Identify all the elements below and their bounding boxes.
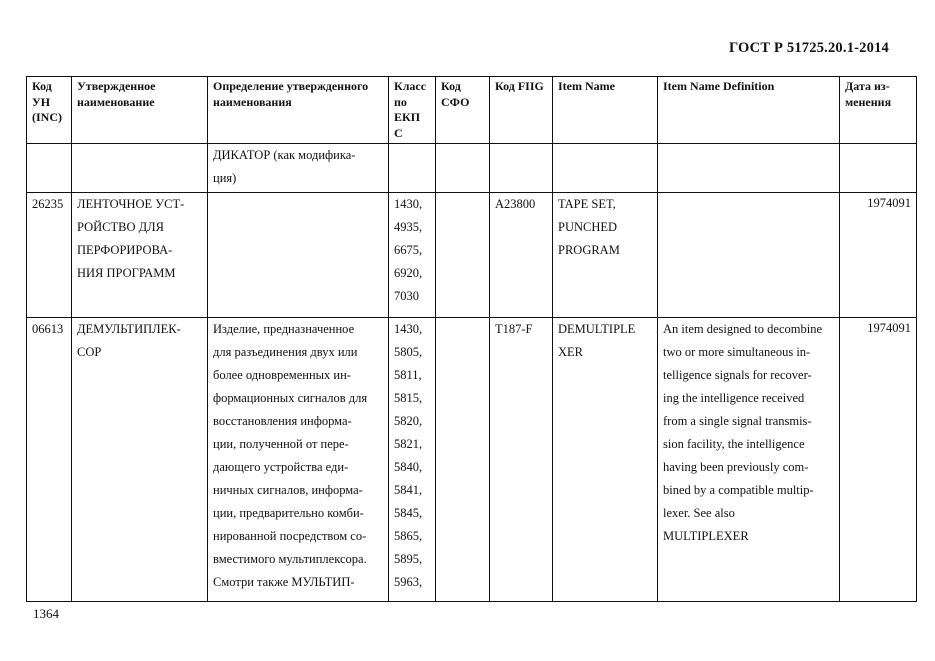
cell-line: XER [558, 345, 583, 359]
cell-sfo [436, 318, 490, 602]
cell-line: вместимого мультиплексора. [213, 552, 367, 566]
cell-item-def [658, 144, 840, 193]
cell-line: lexer. See also [663, 506, 735, 520]
col-header-def-ru: Определение утвержденного наименования [208, 77, 389, 144]
cell-line: ции, полученной от пере- [213, 437, 349, 451]
cell-line: bined by a compatible multip- [663, 483, 814, 497]
table-row [27, 318, 917, 602]
cell-line: 5811, [394, 368, 422, 382]
cell-inc: 26235 [27, 193, 72, 318]
cell-item-def [658, 193, 840, 318]
table-row [27, 144, 917, 193]
cell-line: 1430, [394, 322, 423, 336]
cell-date: 1974091 [840, 193, 917, 318]
catalog-table [26, 76, 917, 602]
cell-line: ция) [213, 171, 237, 185]
cell-line: 5821, [394, 437, 423, 451]
cell-line: 5895, [394, 552, 423, 566]
table-row [27, 193, 917, 318]
cell-line: ции, предварительно комби- [213, 506, 364, 520]
cell-line: Изделие, предназначенное [213, 322, 355, 336]
cell-line: ДЕМУЛЬТИПЛЕК- [77, 322, 181, 336]
col-header-sfo: Код СФО [436, 77, 490, 144]
cell-def-ru [208, 318, 389, 602]
cell-line: 4935, [394, 220, 423, 234]
cell-name-ru [72, 144, 208, 193]
page-number: 1364 [33, 606, 59, 621]
document-code: ГОСТ Р 51725.20.1-2014 [728, 40, 889, 56]
cell-fiig: T187-F [490, 318, 553, 602]
col-header-inc: Код УН (INC) [27, 77, 72, 144]
cell-fiig: A23800 [490, 193, 553, 318]
cell-line: having been previously com- [663, 460, 809, 474]
cell-name-ru [72, 193, 208, 318]
cell-line: для разъединения двух или [213, 345, 358, 359]
cell-class [389, 144, 436, 193]
cell-line: two or more simultaneous in- [663, 345, 811, 359]
cell-class [389, 318, 436, 602]
cell-line: MULTIPLEXER [663, 529, 749, 543]
cell-line: 5840, [394, 460, 423, 474]
cell-item-name [553, 144, 658, 193]
cell-line: ПЕРФОРИРОВА- [77, 243, 173, 257]
cell-line: 1430, [394, 197, 423, 211]
cell-inc: 06613 [27, 318, 72, 602]
cell-line: ЛЕНТОЧНОЕ УСТ- [77, 197, 185, 211]
cell-line: восстановления информа- [213, 414, 352, 428]
col-header-class: Класс по ЕКП С [389, 77, 436, 144]
cell-line: telligence signals for recover- [663, 368, 812, 382]
cell-line: формационных сигналов для [213, 391, 368, 405]
cell-line: 5841, [394, 483, 423, 497]
cell-line: DEMULTIPLE [558, 322, 636, 336]
cell-sfo [436, 193, 490, 318]
cell-line: 5805, [394, 345, 423, 359]
cell-line: 6675, [394, 243, 423, 257]
table-header-row [27, 77, 917, 144]
col-header-date: Дата из-менения [840, 77, 917, 144]
cell-line: ДИКАТОР (как модифика- [213, 148, 356, 162]
cell-line: ing the intelligence received [663, 391, 805, 405]
cell-line: 5820, [394, 414, 423, 428]
cell-date [840, 144, 917, 193]
cell-line: Смотри также МУЛЬТИП- [213, 575, 355, 589]
cell-line: PROGRAM [558, 243, 620, 257]
cell-item-name [553, 318, 658, 602]
cell-date: 1974091 [840, 318, 917, 602]
cell-fiig [490, 144, 553, 193]
cell-line: РОЙСТВО ДЛЯ [77, 220, 164, 234]
col-header-name-ru: Утвержденное наименование [72, 77, 208, 144]
cell-line: 5963, [394, 575, 423, 589]
cell-line: ничных сигналов, информа- [213, 483, 363, 497]
cell-sfo [436, 144, 490, 193]
cell-line: более одновременных ин- [213, 368, 351, 382]
col-header-item-name: Item Name [553, 77, 658, 144]
cell-line: дающего устройства еди- [213, 460, 349, 474]
cell-line: нированной посредством со- [213, 529, 367, 543]
col-header-fiig: Код FIIG [490, 77, 553, 144]
cell-line: 6920, [394, 266, 423, 280]
cell-line: 5845, [394, 506, 423, 520]
cell-line: sion facility, the intelligence [663, 437, 805, 451]
cell-line: TAPE SET, [558, 197, 616, 211]
cell-class [389, 193, 436, 318]
cell-name-ru [72, 318, 208, 602]
cell-item-def [658, 318, 840, 602]
cell-item-name [553, 193, 658, 318]
cell-def-ru [208, 144, 389, 193]
cell-line: СОР [77, 345, 102, 359]
cell-line: PUNCHED [558, 220, 618, 234]
cell-line: from a single signal transmis- [663, 414, 812, 428]
cell-line: НИЯ ПРОГРАММ [77, 266, 176, 280]
cell-line: An item designed to decombine [663, 322, 822, 336]
col-header-item-def: Item Name Definition [658, 77, 840, 144]
cell-line: 5815, [394, 391, 423, 405]
cell-inc [27, 144, 72, 193]
cell-def-ru [208, 193, 389, 318]
cell-line: 7030 [394, 289, 419, 303]
cell-line: 5865, [394, 529, 423, 543]
